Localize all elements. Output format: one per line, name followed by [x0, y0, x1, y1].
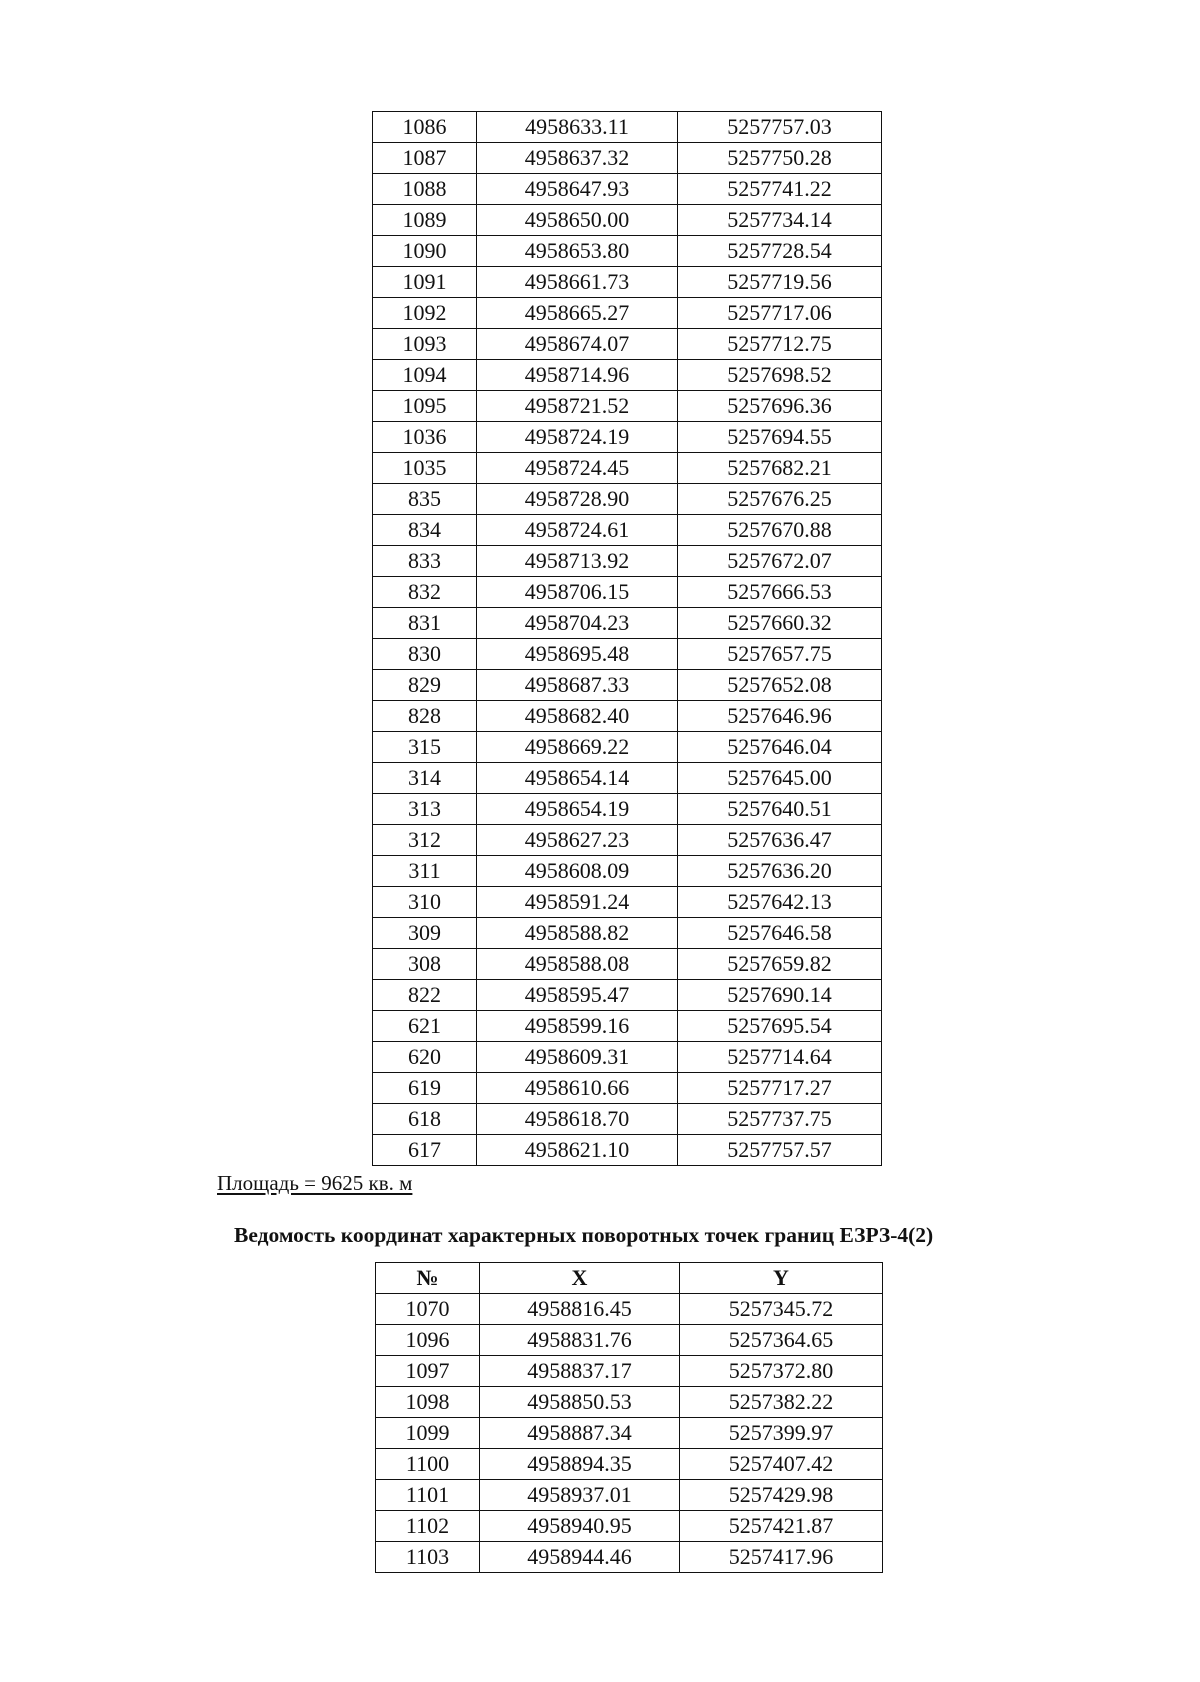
y-coordinate-cell: 5257672.07 [678, 546, 882, 577]
point-number-cell: 313 [373, 794, 477, 825]
y-coordinate-cell: 5257741.22 [678, 174, 882, 205]
table-row [373, 1073, 882, 1104]
point-number-cell: 312 [373, 825, 477, 856]
point-number-cell: 620 [373, 1042, 477, 1073]
table-row [373, 546, 882, 577]
x-coordinate-cell: 4958633.11 [477, 112, 678, 143]
coordinates-table-1-body [373, 112, 882, 1166]
table-2-heading: Ведомость координат характерных поворотных точек границ ЕЗРЗ-4(2) [234, 1223, 934, 1247]
y-coordinate-cell: 5257712.75 [678, 329, 882, 360]
y-coordinate-cell: 5257646.96 [678, 701, 882, 732]
table-row [373, 174, 882, 205]
x-coordinate-cell: 4958665.27 [477, 298, 678, 329]
table-row [376, 1418, 883, 1449]
y-coordinate-cell: 5257657.75 [678, 639, 882, 670]
y-coordinate-cell: 5257698.52 [678, 360, 882, 391]
x-coordinate-cell: 4958887.34 [480, 1418, 680, 1449]
table-row [373, 422, 882, 453]
point-number-cell: 308 [373, 949, 477, 980]
point-number-cell: 1102 [376, 1511, 480, 1542]
x-coordinate-cell: 4958695.48 [477, 639, 678, 670]
x-coordinate-cell: 4958728.90 [477, 484, 678, 515]
table-row [373, 887, 882, 918]
x-coordinate-cell: 4958706.15 [477, 577, 678, 608]
table-row [373, 918, 882, 949]
point-number-cell: 1101 [376, 1480, 480, 1511]
table-row [373, 670, 882, 701]
table-row [373, 360, 882, 391]
x-coordinate-cell: 4958682.40 [477, 701, 678, 732]
header-y: Y [680, 1263, 883, 1294]
header-number: № [376, 1263, 480, 1294]
y-coordinate-cell: 5257645.00 [678, 763, 882, 794]
x-coordinate-cell: 4958609.31 [477, 1042, 678, 1073]
y-coordinate-cell: 5257682.21 [678, 453, 882, 484]
point-number-cell: 1094 [373, 360, 477, 391]
table-row [373, 267, 882, 298]
y-coordinate-cell: 5257717.27 [678, 1073, 882, 1104]
point-number-cell: 832 [373, 577, 477, 608]
table-row [373, 329, 882, 360]
x-coordinate-cell: 4958850.53 [480, 1387, 680, 1418]
x-coordinate-cell: 4958937.01 [480, 1480, 680, 1511]
x-coordinate-cell: 4958704.23 [477, 608, 678, 639]
point-number-cell: 1089 [373, 205, 477, 236]
point-number-cell: 315 [373, 732, 477, 763]
y-coordinate-cell: 5257417.96 [680, 1542, 883, 1573]
point-number-cell: 1036 [373, 422, 477, 453]
point-number-cell: 1097 [376, 1356, 480, 1387]
x-coordinate-cell: 4958595.47 [477, 980, 678, 1011]
point-number-cell: 834 [373, 515, 477, 546]
table-row [373, 639, 882, 670]
table-row [373, 453, 882, 484]
x-coordinate-cell: 4958724.19 [477, 422, 678, 453]
point-number-cell: 828 [373, 701, 477, 732]
table-header-row [376, 1263, 883, 1294]
point-number-cell: 1090 [373, 236, 477, 267]
y-coordinate-cell: 5257694.55 [678, 422, 882, 453]
y-coordinate-cell: 5257737.75 [678, 1104, 882, 1135]
table-row [373, 112, 882, 143]
point-number-cell: 1093 [373, 329, 477, 360]
point-number-cell: 1100 [376, 1449, 480, 1480]
x-coordinate-cell: 4958621.10 [477, 1135, 678, 1166]
y-coordinate-cell: 5257757.03 [678, 112, 882, 143]
table-row [373, 732, 882, 763]
table-row [373, 856, 882, 887]
point-number-cell: 1099 [376, 1418, 480, 1449]
x-coordinate-cell: 4958654.19 [477, 794, 678, 825]
point-number-cell: 830 [373, 639, 477, 670]
x-coordinate-cell: 4958674.07 [477, 329, 678, 360]
y-coordinate-cell: 5257734.14 [678, 205, 882, 236]
table-row [373, 515, 882, 546]
x-coordinate-cell: 4958724.45 [477, 453, 678, 484]
point-number-cell: 1098 [376, 1387, 480, 1418]
y-coordinate-cell: 5257407.42 [680, 1449, 883, 1480]
table-row [373, 794, 882, 825]
y-coordinate-cell: 5257714.64 [678, 1042, 882, 1073]
x-coordinate-cell: 4958894.35 [480, 1449, 680, 1480]
point-number-cell: 1088 [373, 174, 477, 205]
table-row [376, 1511, 883, 1542]
x-coordinate-cell: 4958940.95 [480, 1511, 680, 1542]
x-coordinate-cell: 4958713.92 [477, 546, 678, 577]
header-x: X [480, 1263, 680, 1294]
x-coordinate-cell: 4958610.66 [477, 1073, 678, 1104]
y-coordinate-cell: 5257670.88 [678, 515, 882, 546]
y-coordinate-cell: 5257345.72 [680, 1294, 883, 1325]
table-row [376, 1480, 883, 1511]
y-coordinate-cell: 5257646.04 [678, 732, 882, 763]
table-row [373, 825, 882, 856]
y-coordinate-cell: 5257676.25 [678, 484, 882, 515]
y-coordinate-cell: 5257695.54 [678, 1011, 882, 1042]
y-coordinate-cell: 5257728.54 [678, 236, 882, 267]
table-row [373, 205, 882, 236]
table-row [373, 298, 882, 329]
y-coordinate-cell: 5257364.65 [680, 1325, 883, 1356]
point-number-cell: 822 [373, 980, 477, 1011]
y-coordinate-cell: 5257717.06 [678, 298, 882, 329]
x-coordinate-cell: 4958654.14 [477, 763, 678, 794]
coordinates-table-2-body [376, 1294, 883, 1573]
y-coordinate-cell: 5257636.47 [678, 825, 882, 856]
y-coordinate-cell: 5257636.20 [678, 856, 882, 887]
table-row [376, 1325, 883, 1356]
table-row [373, 949, 882, 980]
point-number-cell: 831 [373, 608, 477, 639]
x-coordinate-cell: 4958669.22 [477, 732, 678, 763]
point-number-cell: 1035 [373, 453, 477, 484]
y-coordinate-cell: 5257719.56 [678, 267, 882, 298]
y-coordinate-cell: 5257757.57 [678, 1135, 882, 1166]
x-coordinate-cell: 4958661.73 [477, 267, 678, 298]
y-coordinate-cell: 5257690.14 [678, 980, 882, 1011]
x-coordinate-cell: 4958944.46 [480, 1542, 680, 1573]
x-coordinate-cell: 4958588.82 [477, 918, 678, 949]
point-number-cell: 1092 [373, 298, 477, 329]
point-number-cell: 618 [373, 1104, 477, 1135]
point-number-cell: 835 [373, 484, 477, 515]
point-number-cell: 1096 [376, 1325, 480, 1356]
y-coordinate-cell: 5257399.97 [680, 1418, 883, 1449]
table-row [373, 1011, 882, 1042]
y-coordinate-cell: 5257696.36 [678, 391, 882, 422]
point-number-cell: 833 [373, 546, 477, 577]
point-number-cell: 1070 [376, 1294, 480, 1325]
table-row [373, 763, 882, 794]
table-row [373, 608, 882, 639]
table-row [376, 1356, 883, 1387]
point-number-cell: 829 [373, 670, 477, 701]
point-number-cell: 621 [373, 1011, 477, 1042]
area-caption: Площадь = 9625 кв. м [217, 1171, 413, 1195]
y-coordinate-cell: 5257382.22 [680, 1387, 883, 1418]
x-coordinate-cell: 4958591.24 [477, 887, 678, 918]
x-coordinate-cell: 4958714.96 [477, 360, 678, 391]
point-number-cell: 617 [373, 1135, 477, 1166]
x-coordinate-cell: 4958588.08 [477, 949, 678, 980]
point-number-cell: 1095 [373, 391, 477, 422]
x-coordinate-cell: 4958687.33 [477, 670, 678, 701]
x-coordinate-cell: 4958831.76 [480, 1325, 680, 1356]
x-coordinate-cell: 4958724.61 [477, 515, 678, 546]
coordinates-table-1 [372, 111, 882, 1166]
y-coordinate-cell: 5257421.87 [680, 1511, 883, 1542]
y-coordinate-cell: 5257642.13 [678, 887, 882, 918]
table-row [373, 980, 882, 1011]
y-coordinate-cell: 5257652.08 [678, 670, 882, 701]
table-row [373, 701, 882, 732]
y-coordinate-cell: 5257659.82 [678, 949, 882, 980]
table-row [373, 1135, 882, 1166]
point-number-cell: 309 [373, 918, 477, 949]
coordinates-table-2 [375, 1262, 883, 1573]
y-coordinate-cell: 5257429.98 [680, 1480, 883, 1511]
table-row [376, 1387, 883, 1418]
x-coordinate-cell: 4958650.00 [477, 205, 678, 236]
y-coordinate-cell: 5257750.28 [678, 143, 882, 174]
point-number-cell: 311 [373, 856, 477, 887]
point-number-cell: 1087 [373, 143, 477, 174]
point-number-cell: 619 [373, 1073, 477, 1104]
table-row [373, 1042, 882, 1073]
x-coordinate-cell: 4958608.09 [477, 856, 678, 887]
x-coordinate-cell: 4958647.93 [477, 174, 678, 205]
point-number-cell: 310 [373, 887, 477, 918]
x-coordinate-cell: 4958837.17 [480, 1356, 680, 1387]
x-coordinate-cell: 4958627.23 [477, 825, 678, 856]
table-row [373, 484, 882, 515]
table-row [373, 1104, 882, 1135]
point-number-cell: 1091 [373, 267, 477, 298]
y-coordinate-cell: 5257646.58 [678, 918, 882, 949]
y-coordinate-cell: 5257666.53 [678, 577, 882, 608]
x-coordinate-cell: 4958618.70 [477, 1104, 678, 1135]
y-coordinate-cell: 5257660.32 [678, 608, 882, 639]
y-coordinate-cell: 5257640.51 [678, 794, 882, 825]
table-row [376, 1449, 883, 1480]
x-coordinate-cell: 4958637.32 [477, 143, 678, 174]
table-row [376, 1294, 883, 1325]
table-row [376, 1542, 883, 1573]
x-coordinate-cell: 4958816.45 [480, 1294, 680, 1325]
table-row [373, 391, 882, 422]
x-coordinate-cell: 4958653.80 [477, 236, 678, 267]
table-row [373, 236, 882, 267]
table-row [373, 577, 882, 608]
point-number-cell: 1086 [373, 112, 477, 143]
point-number-cell: 314 [373, 763, 477, 794]
point-number-cell: 1103 [376, 1542, 480, 1573]
table-row [373, 143, 882, 174]
x-coordinate-cell: 4958721.52 [477, 391, 678, 422]
y-coordinate-cell: 5257372.80 [680, 1356, 883, 1387]
x-coordinate-cell: 4958599.16 [477, 1011, 678, 1042]
